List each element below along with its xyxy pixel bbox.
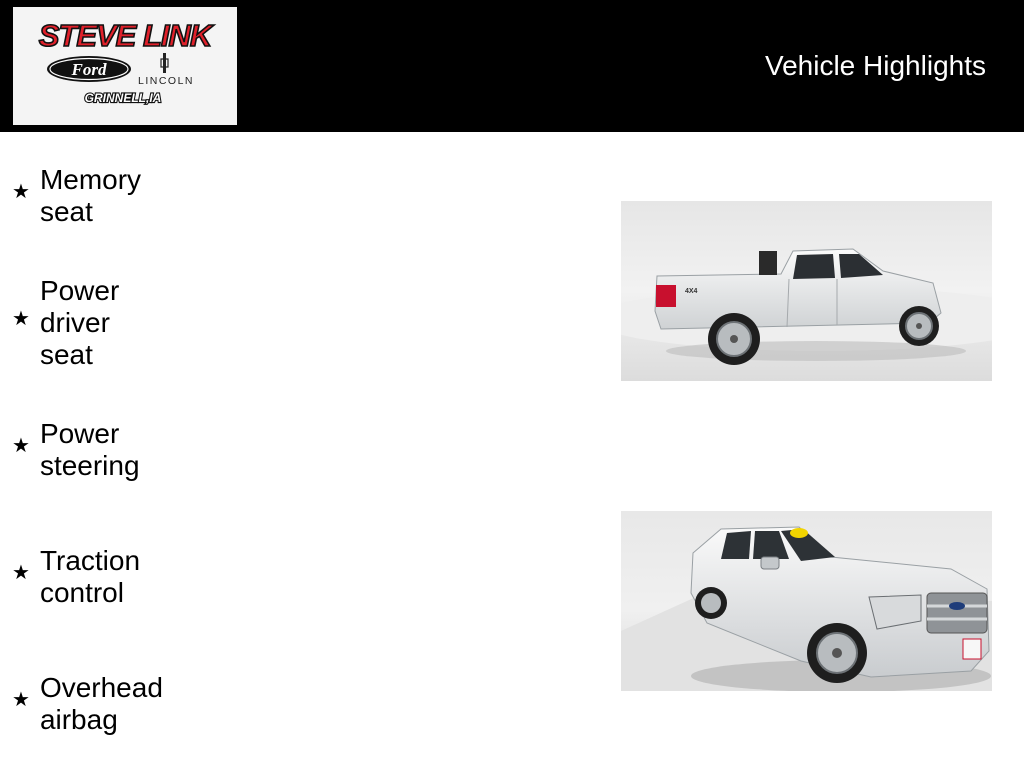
star-icon: ★: [12, 562, 30, 584]
feature-label: Memory seat: [39, 164, 142, 227]
dealer-logo[interactable]: [13, 7, 237, 125]
logo-ford-text: Ford: [71, 60, 107, 79]
truck-badge-text: 4X4: [685, 288, 698, 295]
logo-location-text: GRINNELL,IA: [84, 91, 162, 105]
star-icon: ★: [12, 181, 30, 203]
page-title: Vehicle Highlights: [764, 50, 986, 81]
star-icon: ★: [12, 435, 30, 457]
vehicle-photo-front[interactable]: [621, 511, 992, 691]
logo-brand-text: STEVE LINK: [38, 18, 212, 53]
dealer-logo-graphic: [13, 7, 237, 125]
feature-item: [12, 275, 123, 370]
star-icon: ★: [12, 689, 30, 711]
feature-label: Power steering: [39, 418, 140, 481]
feature-label: Power driver seat: [39, 275, 120, 370]
feature-item: [12, 418, 144, 481]
feature-label: Traction control: [39, 545, 141, 608]
header-banner: [0, 0, 1024, 132]
feature-label: Overhead airbag: [39, 672, 163, 735]
feature-item: [12, 164, 145, 227]
logo-lincoln-text: LINCOLN: [137, 75, 195, 87]
lincoln-star-icon: [161, 53, 168, 73]
vehicle-photo-side[interactable]: [621, 201, 992, 381]
feature-item: [12, 545, 144, 608]
star-icon: ★: [12, 308, 30, 330]
feature-item: [12, 672, 167, 735]
